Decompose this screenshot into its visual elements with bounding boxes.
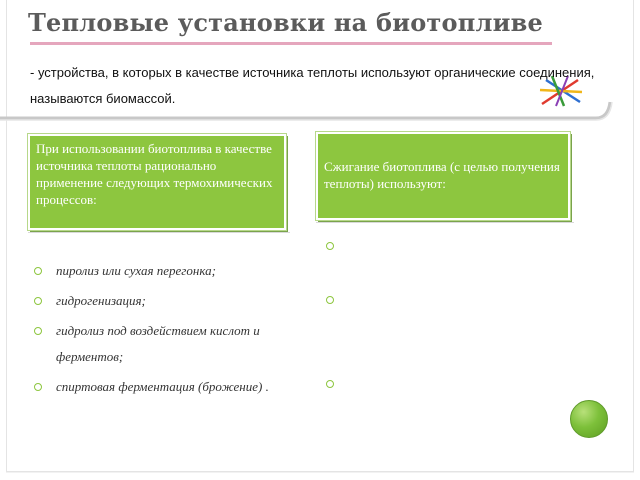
right-box-divider [316, 222, 574, 223]
list-item: гидрогенизация; [34, 288, 294, 314]
bullet-icon [34, 297, 42, 305]
decorative-swoosh [0, 96, 640, 126]
slide-title: Тепловые установки на биотопливе [28, 8, 543, 37]
bullet-icon [34, 383, 42, 391]
left-info-box [28, 134, 286, 230]
empty-bullet-icon [326, 242, 334, 250]
empty-bullet-icon [326, 380, 334, 388]
slide-subtitle: - устройства, в которых в качестве источника теплоты используют органические соединения, называются биомассой. [30, 65, 595, 106]
left-box-divider [28, 232, 290, 233]
green-circle-icon [570, 400, 608, 438]
bullet-icon [34, 267, 42, 275]
left-process-list [34, 258, 294, 400]
list-item: пиролиз или сухая перегонка; [34, 258, 294, 284]
bullet-icon [34, 327, 42, 335]
right-info-box [316, 132, 570, 220]
list-item: гидролиз под воздействием кислот и ферментов; [34, 318, 294, 370]
empty-bullet-icon [326, 296, 334, 304]
list-item: спиртовая ферментация (брожение) . [34, 374, 294, 400]
right-box-text: Сжигание биотоплива (с целью получения теплоты) используют: [324, 159, 560, 191]
title-underline [30, 42, 552, 45]
bottom-border [0, 460, 640, 480]
left-box-text: При использовании биотоплива в качестве источника теплоты рационально применение следующих термохимических процессов: [36, 141, 273, 207]
